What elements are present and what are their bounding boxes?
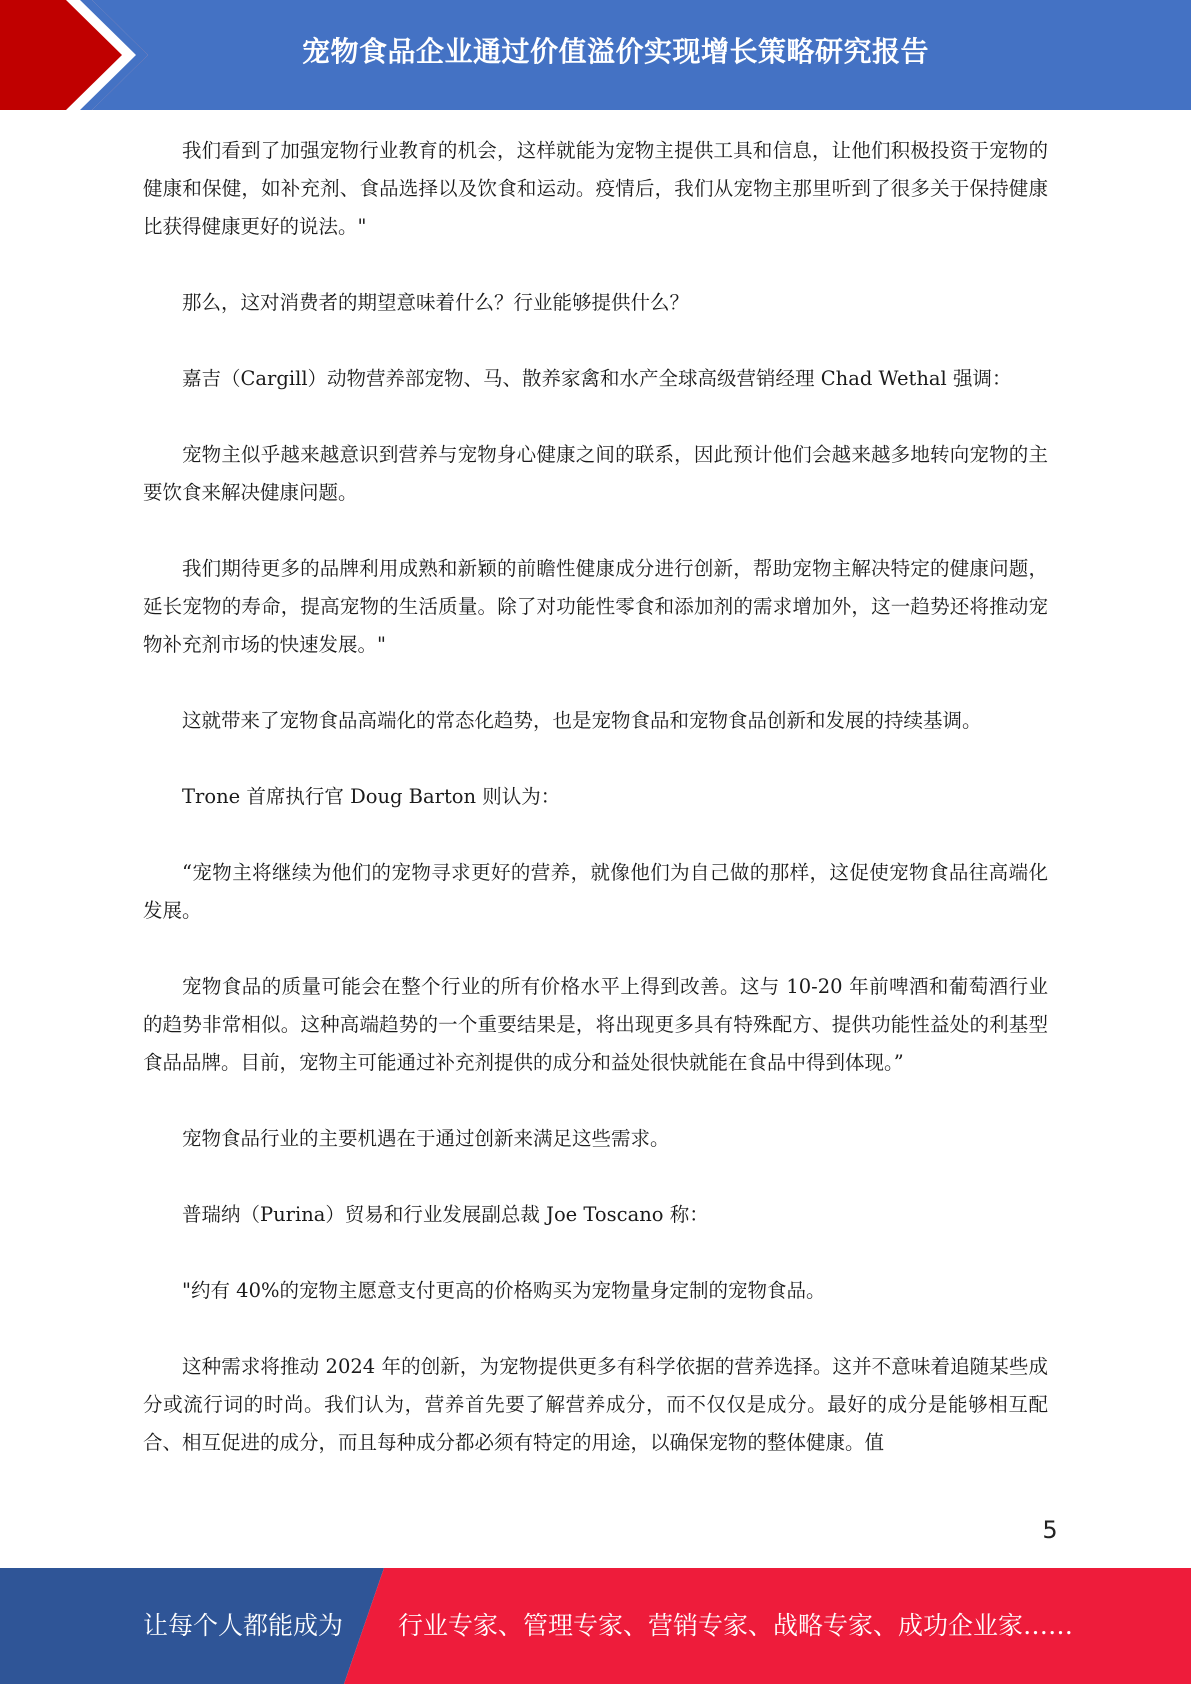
paragraph: 宠物主似乎越来越意识到营养与宠物身心健康之间的联系，因此预计他们会越来越多地转向宠物的主要饮食来解决健康问题。 (143, 443, 1048, 504)
red-chevron-icon (0, 0, 200, 110)
paragraph: 我们看到了加强宠物行业教育的机会，这样就能为宠物主提供工具和信息，让他们积极投资于宠物的健康和保健，如补充剂、食品选择以及饮食和运动。疫情后，我们从宠物主那里听到了很多关于保持健康比获得健康更好的说法。" (143, 139, 1048, 238)
paragraph: 嘉吉（Cargill）动物营养部宠物、马、散养家禽和水产全球高级营销经理 Chad Wethal 强调： (182, 367, 1012, 390)
paragraph: 我们期待更多的品牌利用成熟和新颖的前瞻性健康成分进行创新，帮助宠物主解决特定的健康问题，延长宠物的寿命，提高宠物的生活质量。除了对功能性零食和添加剂的需求增加外，这一趋势还将推动宠物补充剂市场的快速发展。" (143, 557, 1048, 656)
paragraph: “宠物主将继续为他们的宠物寻求更好的营养，就像他们为自己做的那样，这促使宠物食品往高端化发展。 (143, 861, 1048, 922)
footer-slogan-right: 行业专家、管理专家、营销专家、战略专家、成功企业家…… (398, 1611, 1074, 1640)
paragraph: Trone 首席执行官 Doug Barton 则认为： (182, 785, 561, 808)
paragraph: 这就带来了宠物食品高端化的常态化趋势，也是宠物食品和宠物食品创新和发展的持续基调。 (182, 709, 982, 732)
page-number: 5 (1042, 1516, 1058, 1544)
report-title: 宠物食品企业通过价值溢价实现增长策略研究报告 (301, 35, 929, 68)
paragraph: 这种需求将推动 2024 年的创新，为宠物提供更多有科学依据的营养选择。这并不意味着追随某些成分或流行词的时尚。我们认为，营养首先要了解营养成分，而不仅仅是成分。最好的成分是能够相互配合、相互促进的成分，而且每种成分都必须有特定的用途，以确保宠物的整体健康。值 (143, 1355, 1048, 1454)
paragraph: "约有 40%的宠物主愿意支付更高的价格购买为宠物量身定制的宠物食品。 (182, 1279, 826, 1302)
paragraph: 那么，这对消费者的期望意味着什么？行业能够提供什么？ (182, 291, 690, 314)
paragraph: 普瑞纳（Purina）贸易和行业发展副总裁 Joe Toscano 称： (182, 1203, 709, 1226)
paragraph: 宠物食品的质量可能会在整个行业的所有价格水平上得到改善。这与 10-20 年前啤酒和葡萄酒行业的趋势非常相似。这种高端趋势的一个重要结果是，将出现更多具有特殊配方、提供功能性益处的利基型食品品牌。目前，宠物主可能通过补充剂提供的成分和益处很快就能在食品中得到体现。” (143, 975, 1048, 1074)
paragraph: 宠物食品行业的主要机遇在于通过创新来满足这些需求。 (182, 1127, 670, 1150)
footer-slogan-left: 让每个人都能成为 (143, 1611, 344, 1640)
report-body (143, 132, 1048, 1500)
page-footer (0, 1568, 1191, 1684)
page-header (0, 0, 1191, 110)
